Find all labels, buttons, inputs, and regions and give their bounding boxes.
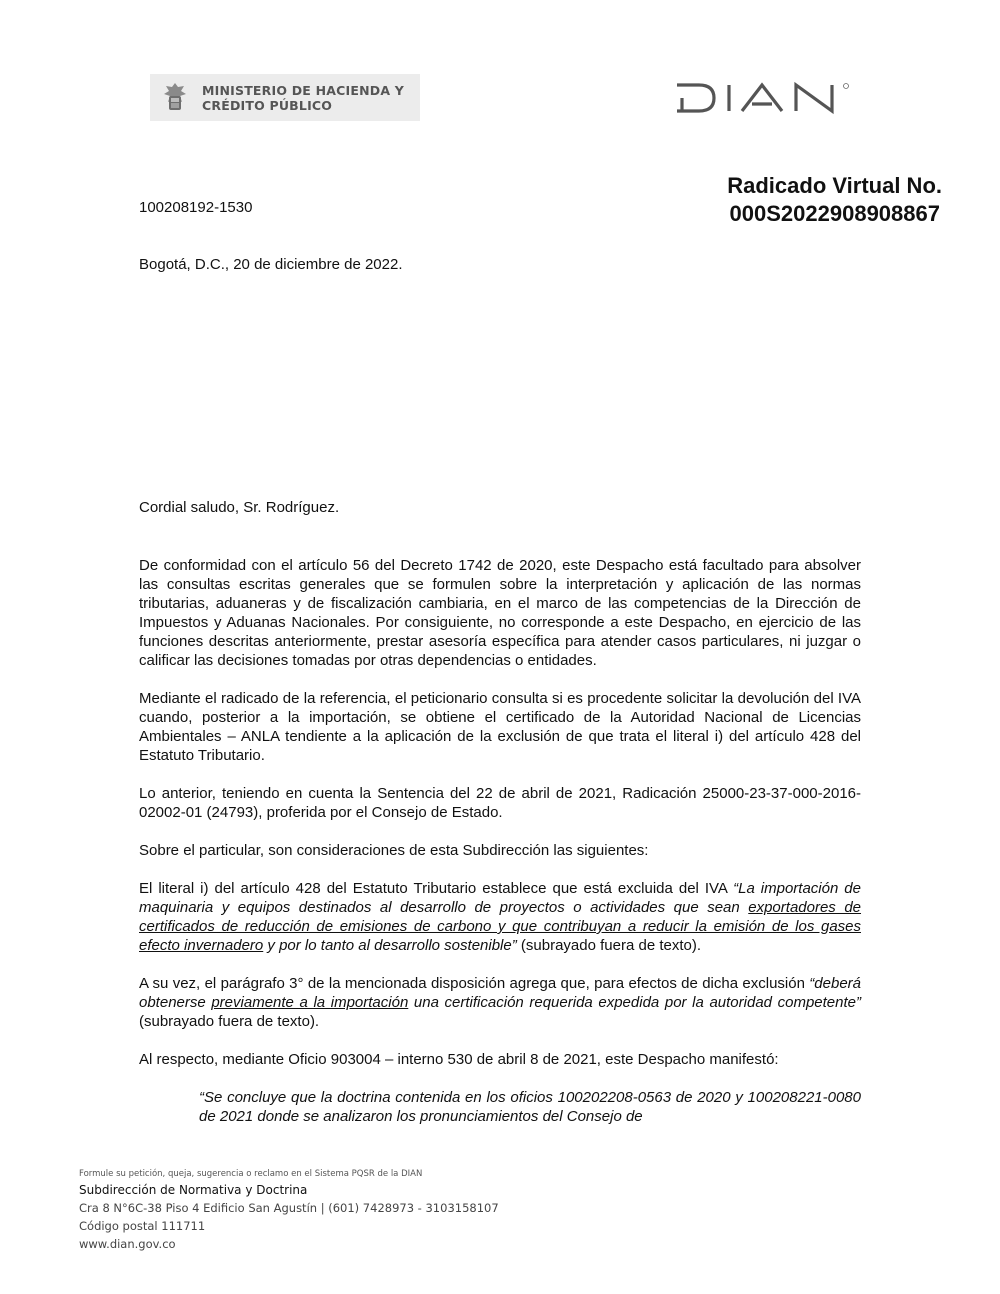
dian-logo [674, 80, 854, 116]
p6-quote-end: una certificación requerida expedida por la autoridad competente” [408, 994, 861, 1011]
greeting: Cordial saludo, Sr. Rodríguez. [139, 499, 340, 516]
reference-number: 100208192-1530 [139, 199, 253, 216]
paragraph-1: De conformidad con el artículo 56 del Decreto 1742 de 2020, este Despacho está facultado para absolver las consultas escritas generales que se formulen sobre la interpretación y aplicación de las normas tributarias, aduaneras y de fiscalización cambiaria, en el marco de las competencias de la Dirección de Impuestos y Aduanas Nacionales. Por consiguiente, no corresponde a este Despacho, en ejercicio de las funciones descritas anteriormente, prestar asesoría específica para atender casos particulares, ni juzgar o calificar las decisiones tomadas por otras dependencias o entidades. [139, 557, 861, 669]
p5-text: El literal i) del artículo 428 del Estatuto Tributario establece que está excluida del IVA [139, 880, 734, 897]
p5-note: (subrayado fuera de texto). [516, 937, 702, 954]
footer [79, 1168, 499, 1253]
ministry-logo [150, 74, 420, 121]
coat-of-arms-icon [158, 80, 192, 116]
p5-underlined: exportadores de certificados de reducción de emisiones de carbono y que contribuyan a reducir la emisión de los gases efecto invernadero [139, 899, 862, 954]
ministry-name-line2: CRÉDITO PÚBLICO [202, 97, 333, 113]
date-line: Bogotá, D.C., 20 de diciembre de 2022. [139, 256, 403, 273]
quote-text: “Se concluye que la doctrina contenida en los oficios 100202208-0563 de 2020 y 100208221-0080 de 2021 donde se analizaron los pronunciamientos del Consejo de [199, 1089, 861, 1125]
paragraph-7: Al respecto, mediante Oficio 903004 – interno 530 de abril 8 de 2021, este Despacho manifestó: [139, 1051, 779, 1068]
ministry-name [202, 83, 404, 113]
paragraph-4: Sobre el particular, son consideraciones de esta Subdirección las siguientes: [139, 842, 649, 859]
paragraph-3: Lo anterior, teniendo en cuenta la Sentencia del 22 de abril de 2021, Radicación 25000-23-37-000-2016-02002-01 (24793), proferida por el Consejo de Estado. [139, 785, 861, 821]
footer-note: Formule su petición, queja, sugerencia o reclamo en el Sistema PQSR de la DIAN [79, 1169, 423, 1179]
p6-note: (subrayado fuera de texto). [139, 1013, 320, 1030]
radicado-label: Radicado Virtual No. [727, 173, 942, 198]
footer-postal: Código postal 111711 [79, 1219, 206, 1233]
p6-text: A su vez, el parágrafo 3° de la mencionada disposición agrega que, para efectos de dicha exclusión [139, 975, 810, 992]
p6-quote: “deberá obtenerse [139, 975, 861, 1011]
paragraph-5 [139, 879, 861, 955]
paragraph-2: Mediante el radicado de la referencia, el peticionario consulta si es procedente solicitar la devolución del IVA cuando, posterior a la importación, se obtiene el certificado de la Autoridad Nacional de Licencias Ambientales – ANLA tendiente a la aplicación de la exclusión de que trata el literal i) del artículo 428 del Estatuto Tributario. [139, 690, 861, 764]
footer-office: Subdirección de Normativa y Doctrina [79, 1183, 308, 1197]
radicado-number: 000S2022908908867 [729, 201, 940, 226]
footer-web[interactable]: www.dian.gov.co [79, 1237, 176, 1251]
p5-quote-end: y por lo tanto al desarrollo sostenible” [263, 937, 517, 954]
paragraph-6 [139, 974, 861, 1031]
ministry-name-line1: MINISTERIO DE HACIENDA Y [202, 82, 405, 98]
footer-address: Cra 8 N°6C-38 Piso 4 Edificio San Agustín | (601) 7428973 - 3103158107 [79, 1201, 499, 1215]
quoted-doctrine [199, 1088, 861, 1126]
radicado-block [727, 172, 942, 228]
p6-underlined: previamente a la importación [211, 994, 409, 1011]
p5-quote: “La importación de maquinaria y equipos destinados al desarrollo de proyectos o actividades que sean [139, 880, 861, 916]
letter-body [139, 556, 861, 1126]
